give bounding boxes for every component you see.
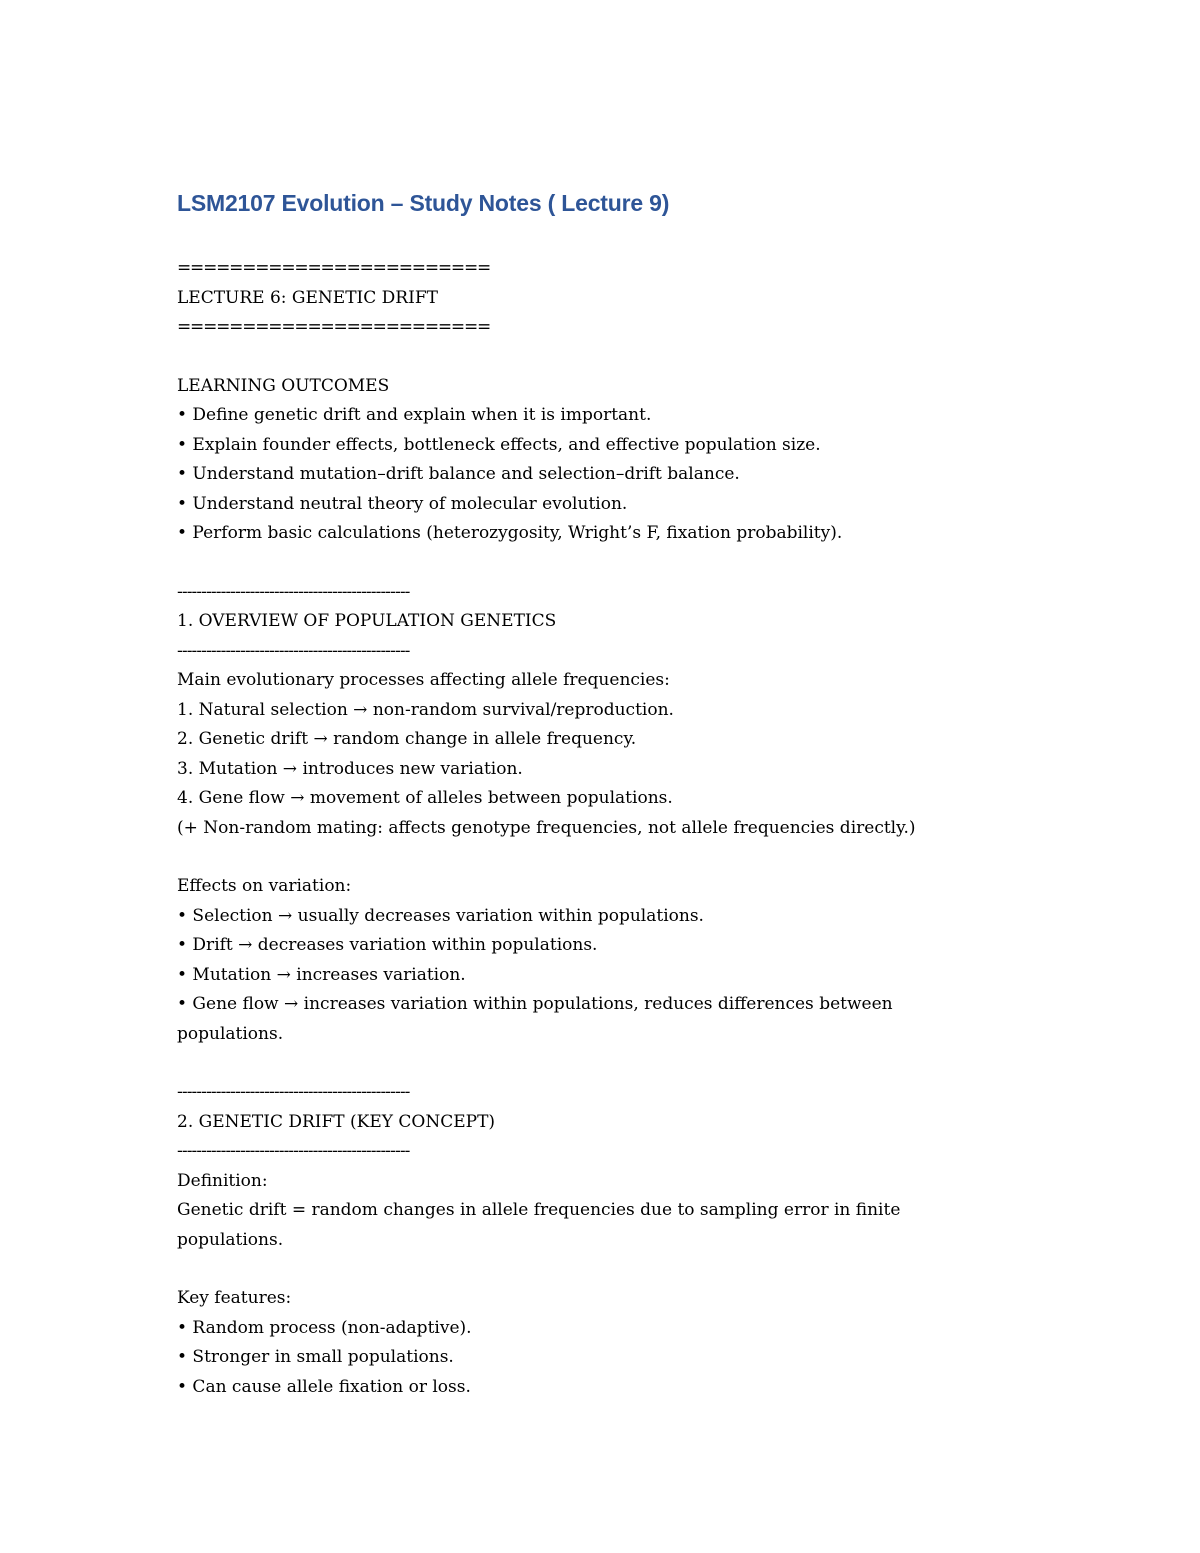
learning-outcome-item: • Define genetic drift and explain when it is important. [177, 405, 652, 425]
section1-rule-bottom: ------------------------------------------------ [177, 640, 410, 661]
header-rule-top: ======================== [177, 258, 491, 278]
learning-outcome-item: • Understand mutation–drift balance and selection–drift balance. [177, 464, 740, 484]
feature-item: • Stronger in small populations. [177, 1347, 454, 1367]
document-title: LSM2107 Evolution – Study Notes ( Lecture 9) [177, 190, 670, 216]
learning-outcome-item: • Perform basic calculations (heterozygosity, Wright’s F, fixation probability). [177, 523, 843, 543]
section1-rule-top: ------------------------------------------------ [177, 581, 410, 602]
section1-intro: Main evolutionary processes affecting allele frequencies: [177, 670, 670, 690]
process-item: 1. Natural selection → non-random survival/reproduction. [177, 699, 674, 720]
section2-rule-top: ------------------------------------------------ [177, 1082, 410, 1102]
spacer [177, 843, 977, 872]
definition-text-continuation: populations. [177, 1229, 284, 1250]
spacer [177, 1255, 977, 1284]
learning-outcome-item: • Explain founder effects, bottleneck effects, and effective population size. [177, 434, 821, 455]
effects-heading: Effects on variation: [177, 876, 352, 896]
effect-item: • Selection → usually decreases variation within populations. [177, 905, 704, 926]
learning-outcomes-heading: LEARNING OUTCOMES [177, 375, 390, 396]
process-item: 4. Gene flow → movement of alleles between populations. [177, 788, 673, 808]
feature-item: • Random process (non-adaptive). [177, 1317, 472, 1338]
section2-heading: 2. GENETIC DRIFT (KEY CONCEPT) [177, 1111, 496, 1132]
definition-heading: Definition: [177, 1170, 268, 1191]
spacer [177, 343, 977, 372]
process-item: 2. Genetic drift → random change in allele frequency. [177, 729, 637, 749]
effect-item: • Mutation → increases variation. [177, 964, 466, 985]
effect-item-continuation: populations. [177, 1023, 284, 1044]
definition-text: Genetic drift = random changes in allele frequencies due to sampling error in finite [177, 1200, 901, 1220]
process-note: (+ Non-random mating: affects genotype frequencies, not allele frequencies directly.) [177, 817, 916, 838]
spacer [177, 1049, 977, 1078]
effect-item: • Gene flow → increases variation within populations, reduces differences between [177, 994, 893, 1014]
features-heading: Key features: [177, 1288, 292, 1308]
section1-heading: 1. OVERVIEW OF POPULATION GENETICS [177, 611, 557, 631]
lecture-heading: LECTURE 6: GENETIC DRIFT [177, 287, 438, 308]
document-body [177, 254, 977, 1402]
learning-outcome-item: • Understand neutral theory of molecular evolution. [177, 493, 628, 514]
section2-rule-bottom: ------------------------------------------------ [177, 1141, 410, 1161]
header-rule-bottom: ======================== [177, 317, 491, 337]
feature-item: • Can cause allele fixation or loss. [177, 1376, 471, 1397]
spacer [177, 549, 977, 578]
process-item: 3. Mutation → introduces new variation. [177, 758, 523, 779]
effect-item: • Drift → decreases variation within populations. [177, 935, 598, 955]
